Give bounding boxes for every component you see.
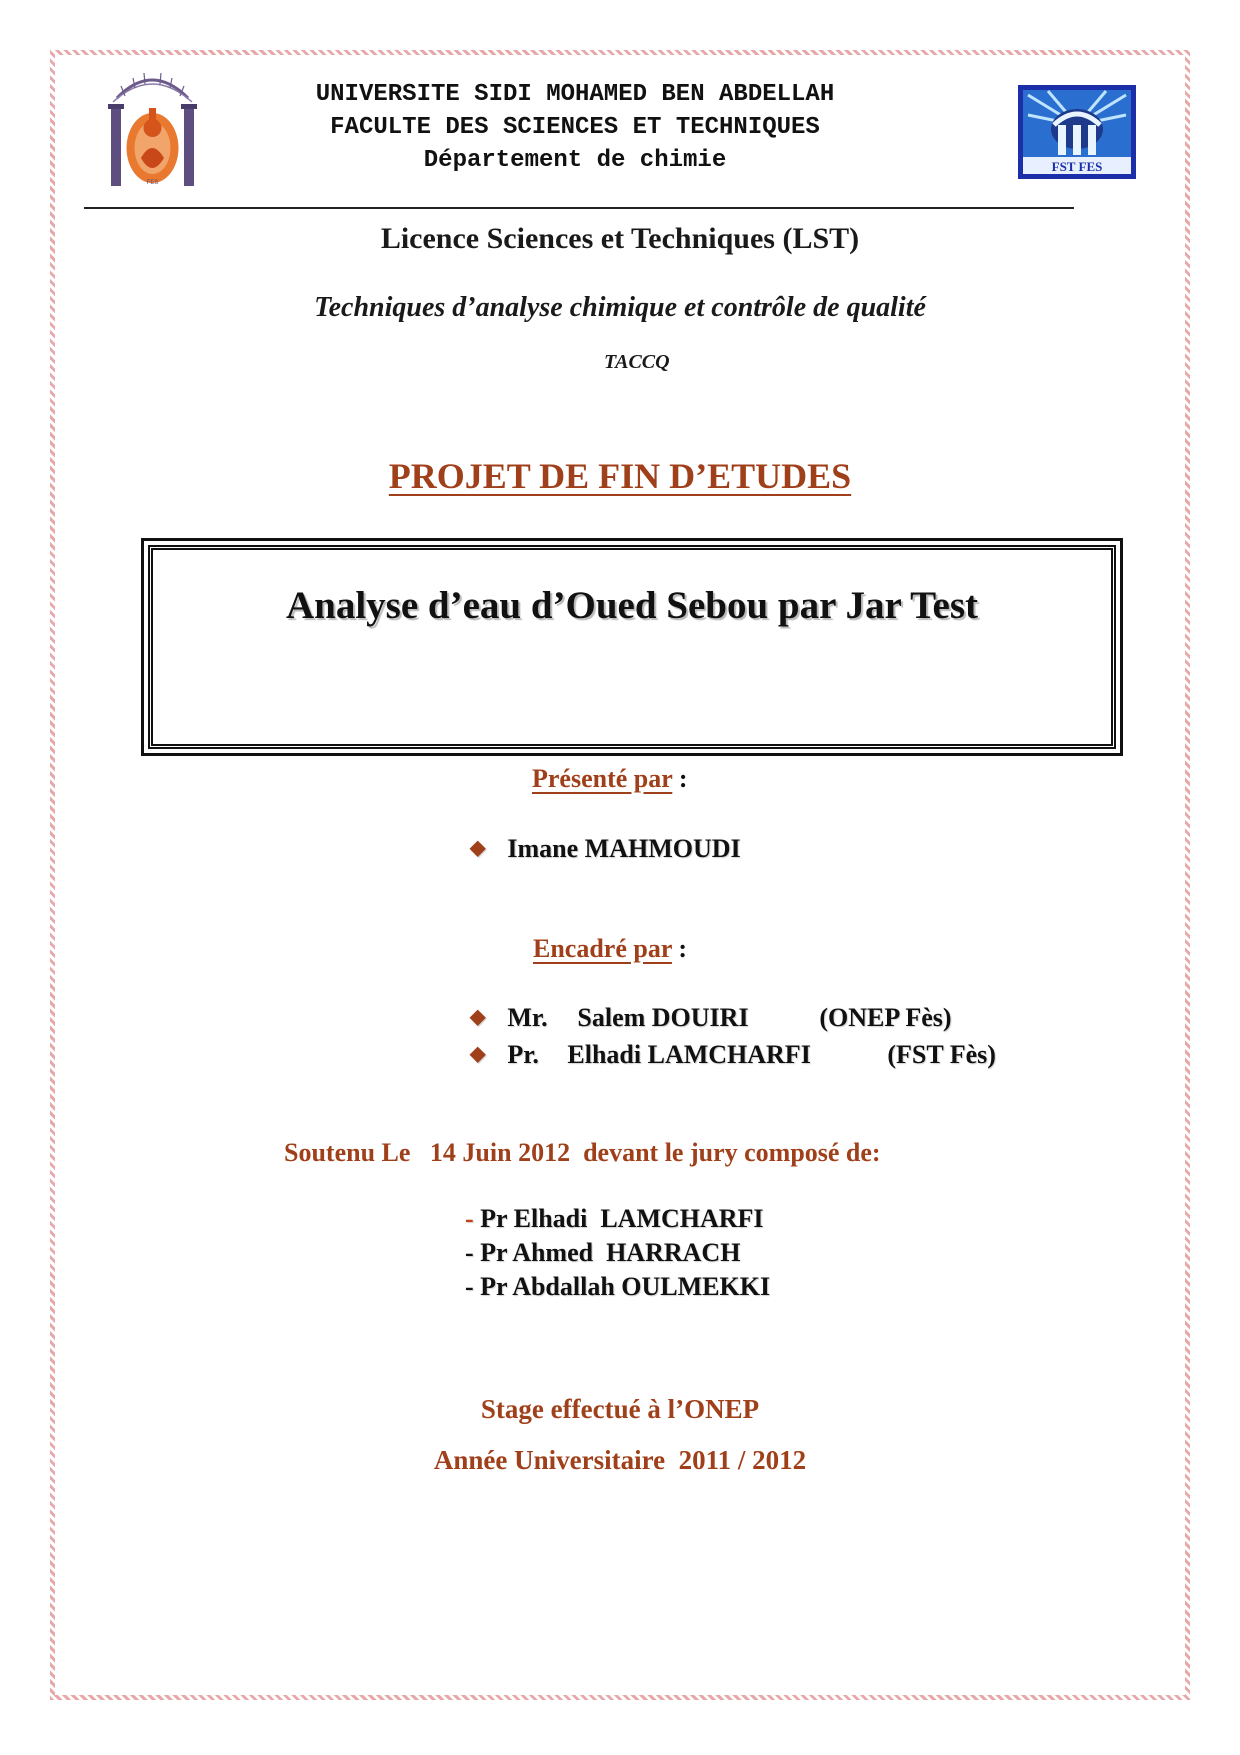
dash-icon: - bbox=[465, 1238, 481, 1267]
document-title: Analyse d’eau d’Oued Sebou par Jar Test bbox=[285, 584, 979, 627]
defense-suffix: devant le jury composé de: bbox=[583, 1138, 881, 1167]
fst-logo bbox=[1018, 85, 1136, 179]
author-item bbox=[470, 834, 741, 864]
dash-icon: - bbox=[465, 1204, 481, 1233]
internship-line: Stage effectué à l’ONEP bbox=[480, 1394, 760, 1424]
defense-prefix: Soutenu Le bbox=[284, 1138, 411, 1167]
supervisor-affiliation: (FST Fès) bbox=[887, 1040, 996, 1069]
diamond-bullet-icon: ◆ bbox=[470, 1043, 486, 1065]
diamond-bullet-icon: ◆ bbox=[470, 837, 486, 859]
supervisor-title: Pr. bbox=[507, 1040, 539, 1069]
academic-year-line: Année Universitaire 2011 / 2012 bbox=[433, 1445, 807, 1475]
defense-date: 14 Juin 2012 bbox=[429, 1138, 571, 1167]
author-name: Imane MAHMOUDI bbox=[507, 834, 741, 863]
diamond-bullet-icon: ◆ bbox=[470, 1006, 486, 1028]
faculty-name: FACULTE DES SCIENCES ET TECHNIQUES bbox=[330, 114, 820, 141]
university-logo bbox=[105, 68, 200, 188]
title-box-inner bbox=[148, 545, 1116, 749]
jury-member bbox=[465, 1238, 740, 1268]
degree-title: Licence Sciences et Techniques (LST) bbox=[380, 222, 860, 255]
supervised-by-label bbox=[533, 934, 687, 964]
defense-line bbox=[284, 1138, 881, 1168]
project-type-heading bbox=[0, 455, 1240, 497]
presented-by-colon: : bbox=[672, 764, 688, 793]
jury-member bbox=[465, 1204, 764, 1234]
specialty-acronym: TACCQ bbox=[604, 351, 670, 373]
svg-text:FES: FES bbox=[146, 180, 159, 186]
supervisor-name: Elhadi LAMCHARFI bbox=[567, 1040, 811, 1069]
supervisor-item bbox=[470, 1040, 996, 1070]
supervised-by-text: Encadré par bbox=[533, 934, 672, 963]
university-name: UNIVERSITE SIDI MOHAMED BEN ABDELLAH bbox=[315, 81, 835, 108]
presented-by-text: Présenté par bbox=[532, 764, 673, 793]
dash-icon: - bbox=[465, 1272, 481, 1301]
jury-name: Pr Elhadi LAMCHARFI bbox=[480, 1204, 764, 1233]
project-type-text: PROJET DE FIN D’ETUDES bbox=[388, 456, 852, 496]
jury-member bbox=[465, 1272, 770, 1302]
fst-logo-text: FST FES bbox=[1051, 159, 1103, 174]
title-box bbox=[141, 538, 1123, 756]
department-name: Département de chimie bbox=[423, 147, 727, 174]
specialty-title: Techniques d’analyse chimique et contrôle de qualité bbox=[314, 292, 926, 323]
supervisor-item bbox=[470, 1003, 952, 1033]
supervisor-title: Mr. bbox=[507, 1003, 548, 1032]
institution-header bbox=[230, 78, 920, 177]
supervisor-affiliation: (ONEP Fès) bbox=[819, 1003, 952, 1032]
presented-by-label bbox=[532, 764, 687, 794]
supervised-by-colon: : bbox=[671, 934, 688, 963]
jury-name: Pr Abdallah OULMEKKI bbox=[480, 1272, 771, 1301]
supervisor-name: Salem DOUIRI bbox=[577, 1003, 749, 1032]
header-divider bbox=[84, 207, 1074, 209]
jury-name: Pr Ahmed HARRACH bbox=[480, 1238, 741, 1267]
